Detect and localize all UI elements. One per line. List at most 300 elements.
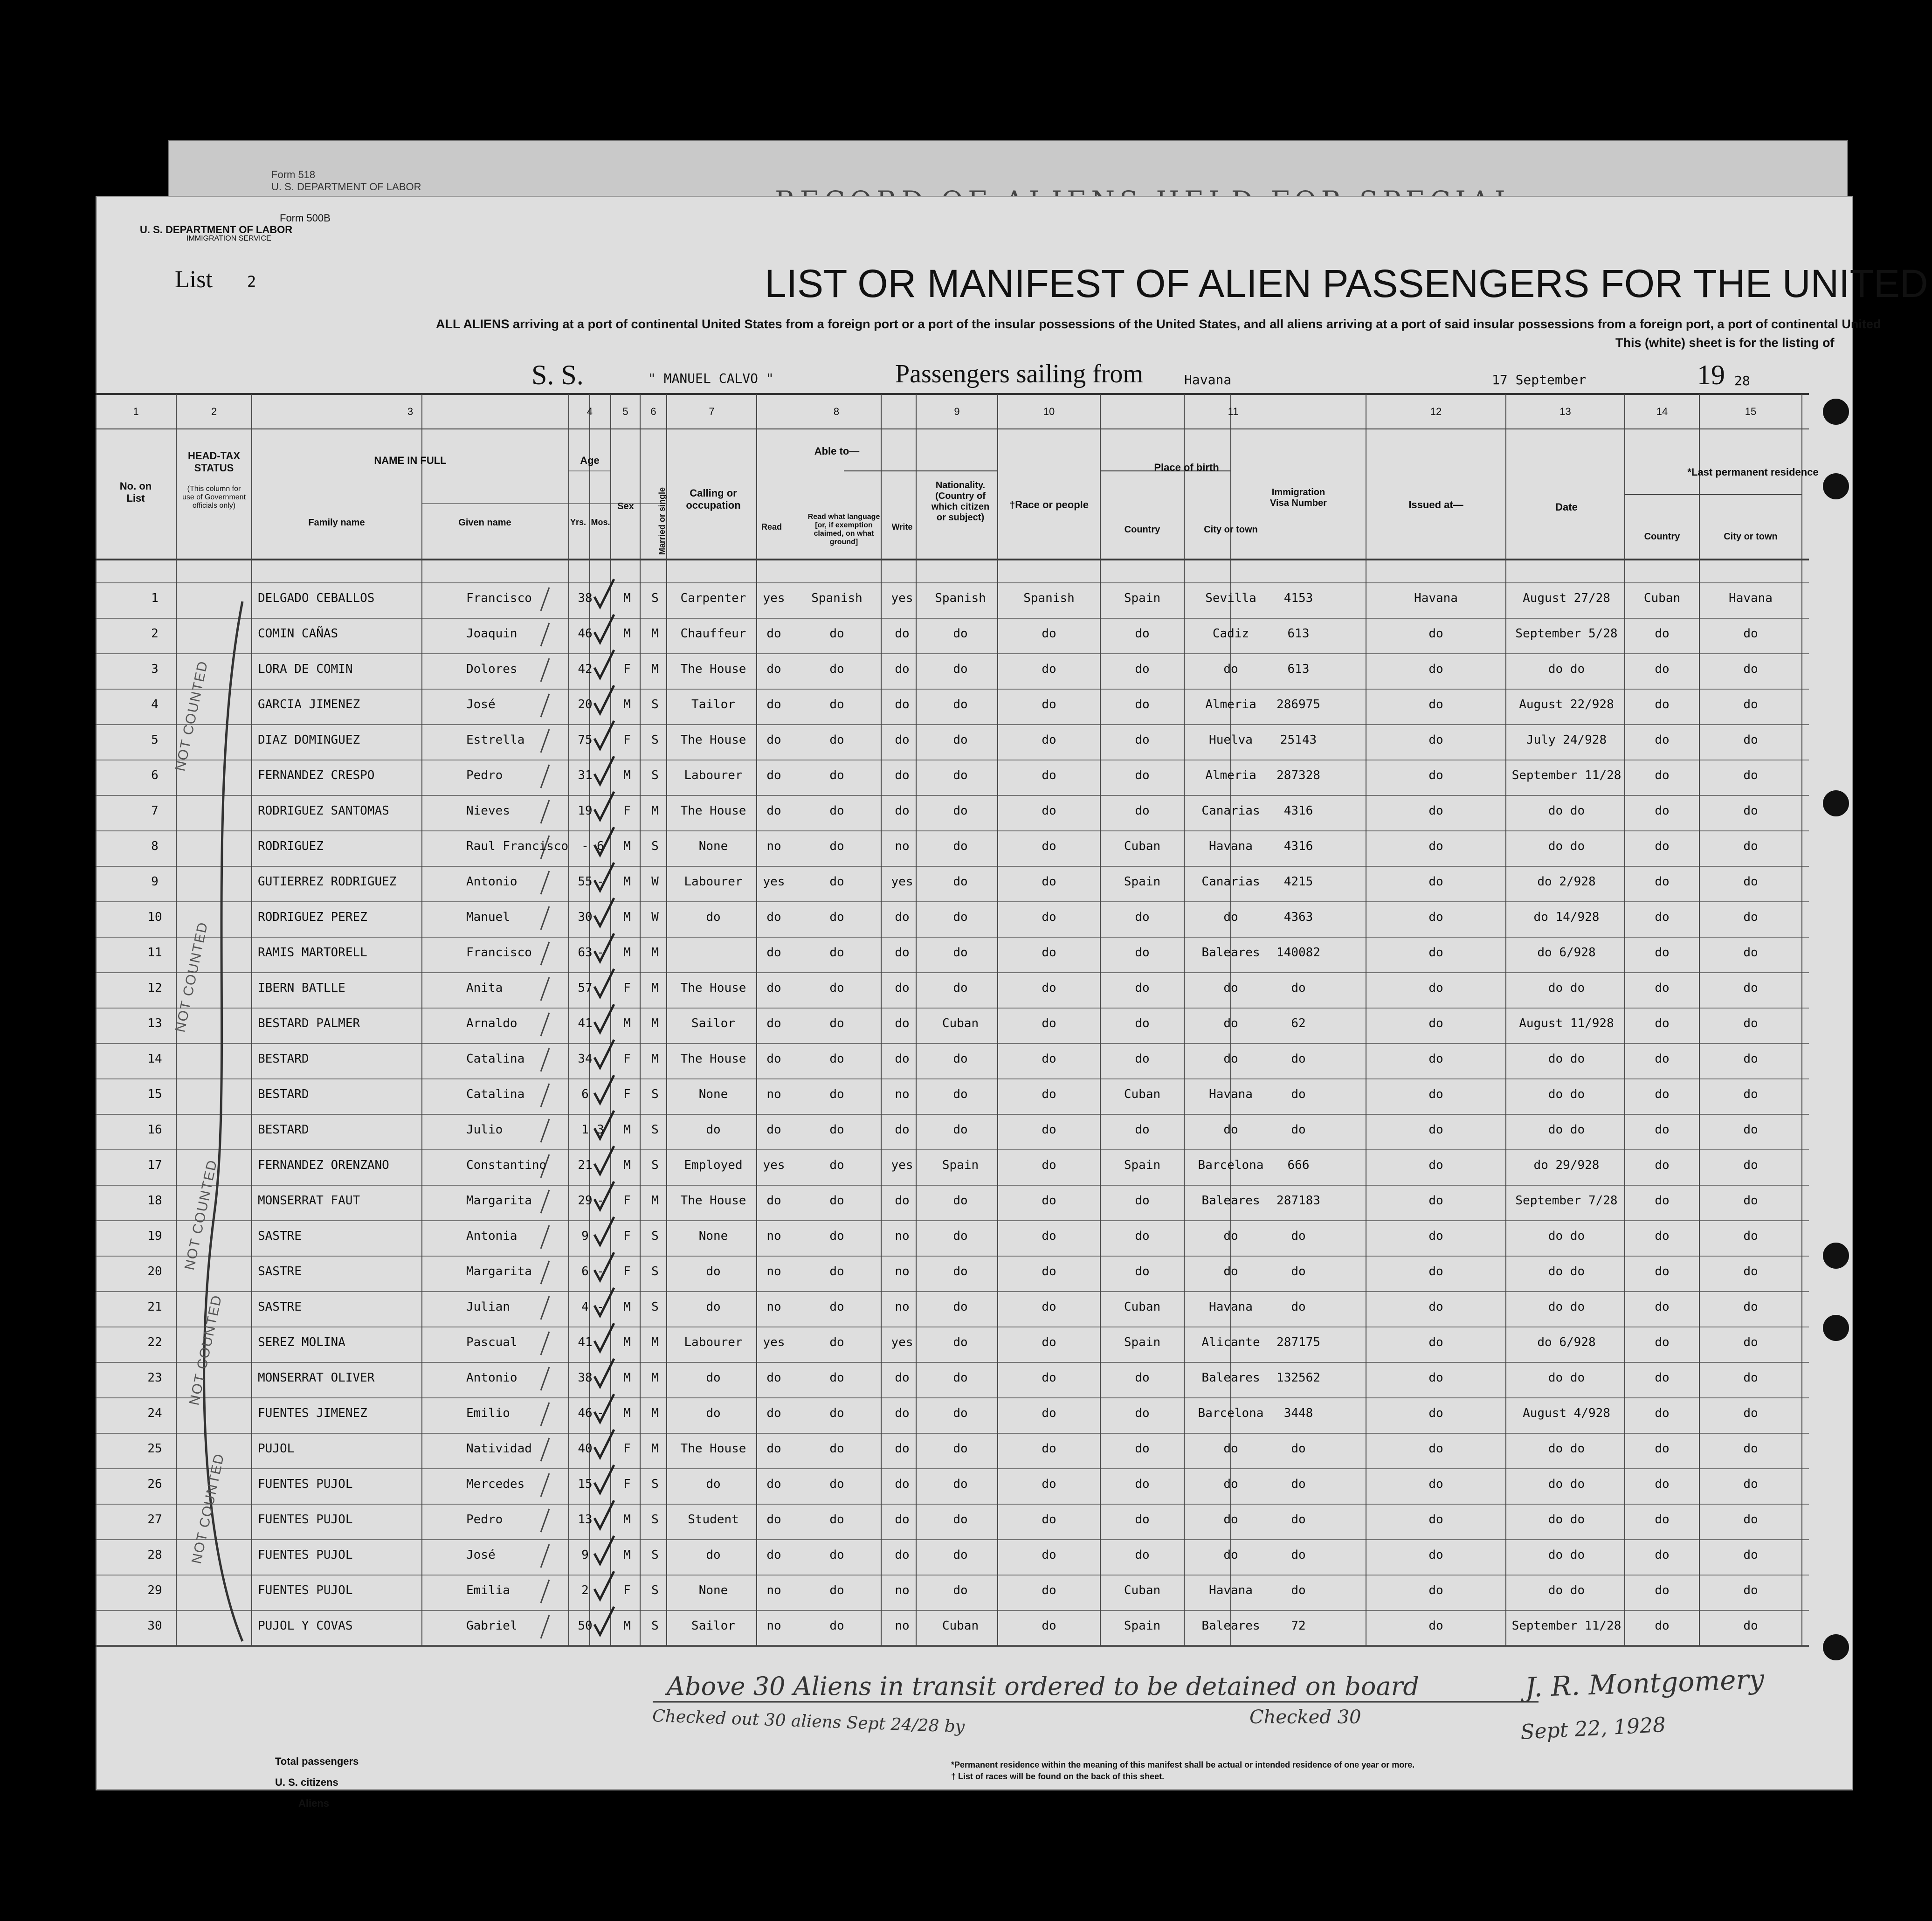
can-read: do [766, 1442, 781, 1456]
marital-status: S [651, 1158, 659, 1172]
race: do [1042, 733, 1056, 747]
visa-date: do 14/928 [1533, 910, 1600, 924]
can-read: no [766, 1583, 781, 1597]
family-name: FUENTES PUJOL [258, 1583, 353, 1597]
family-name: RODRIGUEZ [258, 839, 324, 853]
column-number: 15 [1745, 406, 1757, 417]
read-language: do [829, 1052, 844, 1066]
can-read: yes [763, 591, 785, 605]
tally-mark [541, 623, 549, 646]
row-number: 14 [147, 1052, 162, 1066]
visa-number: 287183 [1276, 1194, 1320, 1208]
nationality: do [953, 875, 968, 889]
tally-mark [541, 1615, 549, 1638]
col-res-city: City or town [1724, 532, 1778, 542]
can-read: no [766, 1087, 781, 1101]
given-name: Joaquin [466, 627, 518, 641]
can-read: do [766, 1513, 781, 1527]
given-name: Emilio [466, 1406, 510, 1420]
residence-country: do [1655, 1265, 1670, 1278]
tally-mark [541, 1084, 549, 1107]
visa-issued-at: do [1428, 1158, 1443, 1172]
read-language: do [829, 1300, 844, 1314]
tally-mark [541, 1580, 549, 1603]
age-years: 30 [578, 910, 593, 924]
tally-mark [541, 1119, 549, 1142]
residence-country: do [1655, 1087, 1670, 1101]
family-name: GUTIERREZ RODRIGUEZ [258, 875, 397, 889]
can-write: do [895, 946, 910, 960]
visa-issued-at: do [1428, 1583, 1443, 1597]
nationality: do [953, 910, 968, 924]
residence-country: do [1655, 1123, 1670, 1137]
ship-name: " MANUEL CALVO " [648, 371, 774, 386]
birth-country: Spain [1124, 1619, 1161, 1633]
given-name: Antonio [466, 875, 518, 889]
tally-mark [541, 1013, 549, 1036]
sailing-date: 17 September [1492, 372, 1587, 387]
residence-country: do [1655, 733, 1670, 747]
can-read: do [766, 910, 781, 924]
marital-status: M [651, 804, 659, 818]
col-race: †Race or people [1009, 499, 1089, 511]
visa-issued-at: do [1428, 1371, 1443, 1385]
occupation: do [706, 1300, 721, 1314]
can-write: no [895, 1300, 910, 1314]
visa-number: do [1291, 1265, 1306, 1278]
visa-date: September 11/28 [1511, 768, 1622, 782]
form-number: Form 500B [280, 212, 331, 224]
us-citizens-label: U. S. citizens [275, 1776, 338, 1788]
read-language: do [829, 1158, 844, 1172]
race: do [1042, 1229, 1056, 1243]
visa-issued-at: do [1428, 804, 1443, 818]
list-label: List [175, 266, 213, 293]
visa-date: July 24/928 [1526, 733, 1607, 747]
row-number: 23 [147, 1371, 162, 1385]
race: do [1042, 1052, 1056, 1066]
can-write: do [895, 981, 910, 995]
nationality: do [953, 1477, 968, 1491]
residence-country: do [1655, 1052, 1670, 1066]
birth-city: Baleares [1201, 946, 1260, 960]
residence-city: do [1743, 662, 1758, 676]
birth-city: Almeria [1205, 698, 1256, 712]
can-read: yes [763, 1158, 785, 1172]
race: do [1042, 1442, 1056, 1456]
given-name: José [466, 1548, 496, 1562]
birth-country: do [1135, 1548, 1150, 1562]
col-age: Age [580, 455, 600, 466]
visa-number: 4153 [1283, 591, 1313, 605]
sex: M [623, 946, 631, 960]
row-number: 15 [147, 1087, 162, 1101]
family-name: MONSERRAT FAUT [258, 1194, 360, 1208]
visa-number: do [1291, 1513, 1306, 1527]
given-name: Catalina [466, 1052, 525, 1066]
row-number: 18 [147, 1194, 162, 1208]
residence-city: do [1743, 804, 1758, 818]
residence-country: do [1655, 627, 1670, 641]
inspector-signature: J. R. Montgomery [1525, 1663, 1765, 1703]
given-name: Pedro [466, 768, 503, 782]
col-nationality: Nationality. (Country of which citizen or subject) [931, 480, 990, 523]
handwritten-note: Above 30 Aliens in transit ordered to be detained on board [667, 1672, 1419, 1701]
marital-status: S [651, 1619, 659, 1633]
given-name: Mercedes [466, 1477, 525, 1491]
sex: M [623, 1123, 631, 1137]
read-language: do [829, 1087, 844, 1101]
can-write: do [895, 1477, 910, 1491]
occupation: do [706, 1477, 721, 1491]
col-family-name: Family name [308, 518, 365, 528]
col-head-tax-note: (This column for use of Government officials only) [182, 485, 246, 510]
family-name: FUENTES PUJOL [258, 1477, 353, 1491]
visa-number: 4316 [1283, 839, 1313, 853]
tally-mark [541, 1403, 549, 1426]
year-prefix: 19 [1697, 359, 1725, 390]
visa-number: 72 [1291, 1619, 1306, 1633]
can-write: do [895, 910, 910, 924]
tally-mark [541, 871, 549, 894]
visa-issued-at: do [1428, 1123, 1443, 1137]
given-name: Dolores [466, 662, 518, 676]
birth-city: Huelva [1209, 733, 1253, 747]
visa-number: 286975 [1276, 698, 1320, 712]
birth-city: Havana [1209, 1087, 1253, 1101]
can-write: do [895, 1194, 910, 1208]
visa-issued-at: do [1428, 1087, 1443, 1101]
given-name: Nieves [466, 804, 510, 818]
ss-label: S. S. [531, 359, 584, 390]
row-number: 3 [151, 662, 159, 676]
can-write: no [895, 1229, 910, 1243]
birth-country: do [1135, 1052, 1150, 1066]
marital-status: M [651, 946, 659, 960]
race: do [1042, 1265, 1056, 1278]
can-write: do [895, 1442, 910, 1456]
residence-city: do [1743, 1583, 1758, 1597]
marital-status: S [651, 1087, 659, 1101]
birth-city: Barcelona [1198, 1158, 1264, 1172]
birth-city: do [1223, 981, 1238, 995]
birth-city: do [1223, 1123, 1238, 1137]
family-name: GARCIA JIMENEZ [258, 698, 360, 712]
nationality: do [953, 698, 968, 712]
row-number: 17 [147, 1158, 162, 1172]
visa-date: do do [1548, 981, 1585, 995]
visa-date: September 5/28 [1515, 627, 1618, 641]
family-name: PUJOL [258, 1442, 295, 1456]
read-language: do [829, 1513, 844, 1527]
row-number: 19 [147, 1229, 162, 1243]
family-name: FUENTES PUJOL [258, 1513, 353, 1527]
nationality: do [953, 1265, 968, 1278]
visa-date: do 6/928 [1537, 946, 1596, 960]
visa-issued-at: do [1428, 768, 1443, 782]
age-years: 9 [581, 1548, 589, 1562]
marital-status: M [651, 1016, 659, 1030]
race: do [1042, 1016, 1056, 1030]
nationality: do [953, 1229, 968, 1243]
back-form-number: Form 518 [271, 169, 316, 180]
visa-date: August 27/28 [1523, 591, 1610, 605]
race: do [1042, 1548, 1056, 1562]
birth-city: do [1223, 1477, 1238, 1491]
visa-issued-at: do [1428, 1016, 1443, 1030]
residence-country: do [1655, 1335, 1670, 1349]
marital-status: S [651, 733, 659, 747]
visa-number: 3448 [1283, 1406, 1313, 1420]
visa-issued-at: do [1428, 1513, 1443, 1527]
row-number: 27 [147, 1513, 162, 1527]
col-sex: Sex [617, 501, 634, 511]
family-name: FUENTES JIMENEZ [258, 1406, 367, 1420]
not-counted-stamp: NOT COUNTED [186, 1293, 225, 1407]
col-calling: Calling or occupation [686, 487, 741, 511]
age-years: 57 [578, 981, 593, 995]
row-number: 16 [147, 1123, 162, 1137]
given-name: Antonia [466, 1229, 518, 1243]
given-name: Constantino [466, 1158, 547, 1172]
can-read: do [766, 733, 781, 747]
visa-number: do [1291, 1442, 1306, 1456]
can-read: do [766, 804, 781, 818]
age-years: - [581, 839, 589, 853]
residence-city: do [1743, 698, 1758, 712]
residence-country: do [1655, 1477, 1670, 1491]
birth-country: do [1135, 662, 1150, 676]
family-name: IBERN BATLLE [258, 981, 345, 995]
family-name: DIAZ DOMINGUEZ [258, 733, 360, 747]
sailing-label: Passengers sailing from [895, 359, 1143, 388]
birth-city: do [1223, 1052, 1238, 1066]
birth-country: Spain [1124, 591, 1161, 605]
race: do [1042, 839, 1056, 853]
birth-country: do [1135, 1123, 1150, 1137]
occupation: The House [680, 662, 746, 676]
birth-city: Alicante [1201, 1335, 1260, 1349]
age-years: 13 [578, 1513, 593, 1527]
handwritten-checked: Checked 30 [1249, 1707, 1361, 1728]
visa-date: do do [1548, 1442, 1585, 1456]
nationality: do [953, 1087, 968, 1101]
race: do [1042, 875, 1056, 889]
birth-city: do [1223, 662, 1238, 676]
visa-number: do [1291, 1052, 1306, 1066]
residence-footnote: *Permanent residence within the meaning of this manifest shall be actual or intended residence of one year or more. [951, 1760, 1415, 1769]
occupation: The House [680, 1194, 746, 1208]
can-write: do [895, 1016, 910, 1030]
birth-city: Havana [1209, 1300, 1253, 1314]
row-number: 1 [151, 591, 159, 605]
race: do [1042, 946, 1056, 960]
age-years: 34 [578, 1052, 593, 1066]
races-footnote: † List of races will be found on the back of this sheet. [951, 1772, 1165, 1781]
row-number: 6 [151, 768, 159, 782]
can-read: do [766, 1548, 781, 1562]
age-years: 42 [578, 662, 593, 676]
occupation: The House [680, 1442, 746, 1456]
column-number: 13 [1559, 406, 1571, 417]
age-years: 75 [578, 733, 593, 747]
marital-status: S [651, 1513, 659, 1527]
handwritten-check-note: Checked out 30 aliens Sept 24/28 by [652, 1707, 965, 1737]
service: IMMIGRATION SERVICE [186, 235, 271, 242]
residence-country: do [1655, 1158, 1670, 1172]
can-read: yes [763, 1335, 785, 1349]
race: do [1042, 1583, 1056, 1597]
residence-city: do [1743, 1619, 1758, 1633]
col-name-in-full: NAME IN FULL [374, 455, 447, 466]
residence-country: do [1655, 662, 1670, 676]
residence-country: do [1655, 1300, 1670, 1314]
marital-status: S [651, 839, 659, 853]
marital-status: M [651, 627, 659, 641]
can-read: do [766, 1194, 781, 1208]
given-name: Pascual [466, 1335, 518, 1349]
birth-country: Cuban [1124, 839, 1161, 853]
nationality: do [953, 768, 968, 782]
col-age-mos: Mos. [591, 518, 610, 527]
sex: F [623, 1442, 631, 1456]
row-number: 21 [147, 1300, 162, 1314]
can-write: do [895, 768, 910, 782]
sex: M [623, 839, 631, 853]
row-number: 7 [151, 804, 159, 818]
can-read: no [766, 1619, 781, 1633]
family-name: PUJOL Y COVAS [258, 1619, 353, 1633]
residence-country: do [1655, 1619, 1670, 1633]
nationality: do [953, 981, 968, 995]
family-name: DELGADO CEBALLOS [258, 591, 375, 605]
given-name: Arnaldo [466, 1016, 518, 1030]
marital-status: M [651, 1194, 659, 1208]
marital-status: S [651, 1229, 659, 1243]
birth-city: Havana [1209, 1583, 1253, 1597]
birth-country: do [1135, 1265, 1150, 1278]
row-number: 30 [147, 1619, 162, 1633]
residence-city: do [1743, 1194, 1758, 1208]
age-years: 50 [578, 1619, 593, 1633]
birth-country: do [1135, 698, 1150, 712]
race: do [1042, 1087, 1056, 1101]
residence-city: do [1743, 1406, 1758, 1420]
residence-city: do [1743, 1548, 1758, 1562]
col-age-yrs: Yrs. [570, 518, 586, 527]
col-last-residence: *Last permanent residence [1687, 466, 1819, 478]
occupation: do [706, 1406, 721, 1420]
not-counted-stamp: NOT COUNTED [172, 920, 211, 1034]
birth-country: Spain [1124, 875, 1161, 889]
birth-city: Canarias [1201, 875, 1260, 889]
sex: F [623, 981, 631, 995]
row-number: 2 [151, 627, 159, 641]
marital-status: S [651, 1123, 659, 1137]
can-read: no [766, 839, 781, 853]
given-name: Margarita [466, 1265, 532, 1278]
not-counted-stamp: NOT COUNTED [182, 1158, 221, 1271]
visa-date: do 2/928 [1537, 875, 1596, 889]
visa-issued-at: do [1428, 1442, 1443, 1456]
can-read: yes [763, 875, 785, 889]
sex: M [623, 1335, 631, 1349]
residence-city: do [1743, 875, 1758, 889]
can-read: no [766, 1265, 781, 1278]
visa-date: do do [1548, 1477, 1585, 1491]
tally-mark [541, 765, 549, 788]
birth-country: do [1135, 1194, 1150, 1208]
sex: M [623, 1406, 631, 1420]
residence-country: do [1655, 839, 1670, 853]
read-language: do [829, 768, 844, 782]
race: do [1042, 1477, 1056, 1491]
not-counted-stamp: NOT COUNTED [172, 659, 211, 773]
tally-mark [541, 1296, 549, 1320]
given-name: Catalina [466, 1087, 525, 1101]
sex: M [623, 1548, 631, 1562]
residence-country: do [1655, 1371, 1670, 1385]
age-years: 41 [578, 1016, 593, 1030]
race: do [1042, 768, 1056, 782]
sex: F [623, 662, 631, 676]
read-language: do [829, 804, 844, 818]
occupation: The House [680, 733, 746, 747]
nationality: do [953, 1194, 968, 1208]
visa-date: do 29/928 [1533, 1158, 1600, 1172]
row-number: 9 [151, 875, 159, 889]
can-write: do [895, 1052, 910, 1066]
row-number: 13 [147, 1016, 162, 1030]
race: do [1042, 1300, 1056, 1314]
race: do [1042, 910, 1056, 924]
birth-country: do [1135, 768, 1150, 782]
tally-mark [541, 1332, 549, 1355]
sex: F [623, 733, 631, 747]
visa-issued-at: do [1428, 627, 1443, 641]
residence-country: Cuban [1643, 591, 1681, 605]
marital-status: S [651, 1548, 659, 1562]
given-name: Estrella [466, 733, 525, 747]
visa-issued-at: do [1428, 1548, 1443, 1562]
visa-issued-at: do [1428, 1194, 1443, 1208]
row-number: 22 [147, 1335, 162, 1349]
sex: M [623, 1158, 631, 1172]
residence-country: do [1655, 1513, 1670, 1527]
family-name: SASTRE [258, 1300, 302, 1314]
birth-city: Baleares [1201, 1371, 1260, 1385]
departure-port: Havana [1184, 372, 1232, 387]
birth-country: Spain [1124, 1158, 1161, 1172]
visa-date: do do [1548, 1300, 1585, 1314]
residence-country: do [1655, 1583, 1670, 1597]
race: do [1042, 804, 1056, 818]
nationality: do [953, 1406, 968, 1420]
given-name: Julio [466, 1123, 503, 1137]
can-write: yes [891, 1158, 913, 1172]
age-years: 15 [578, 1477, 593, 1491]
column-number: 7 [709, 406, 715, 417]
manifest-subtitle: ALL ALIENS arriving at a port of continental United States from a foreign port or a port of the insular possessions of the United States, and all aliens arriving at a port of said insular possessions from a foreign port, a port of continental United [436, 317, 1881, 331]
read-language: do [829, 662, 844, 676]
given-name: Anita [466, 981, 503, 995]
residence-city: do [1743, 1052, 1758, 1066]
occupation: Labourer [684, 875, 743, 889]
visa-date: August 11/928 [1519, 1016, 1614, 1030]
nationality: do [953, 804, 968, 818]
age-years: 6 [581, 1265, 589, 1278]
visa-date: do do [1548, 1087, 1585, 1101]
